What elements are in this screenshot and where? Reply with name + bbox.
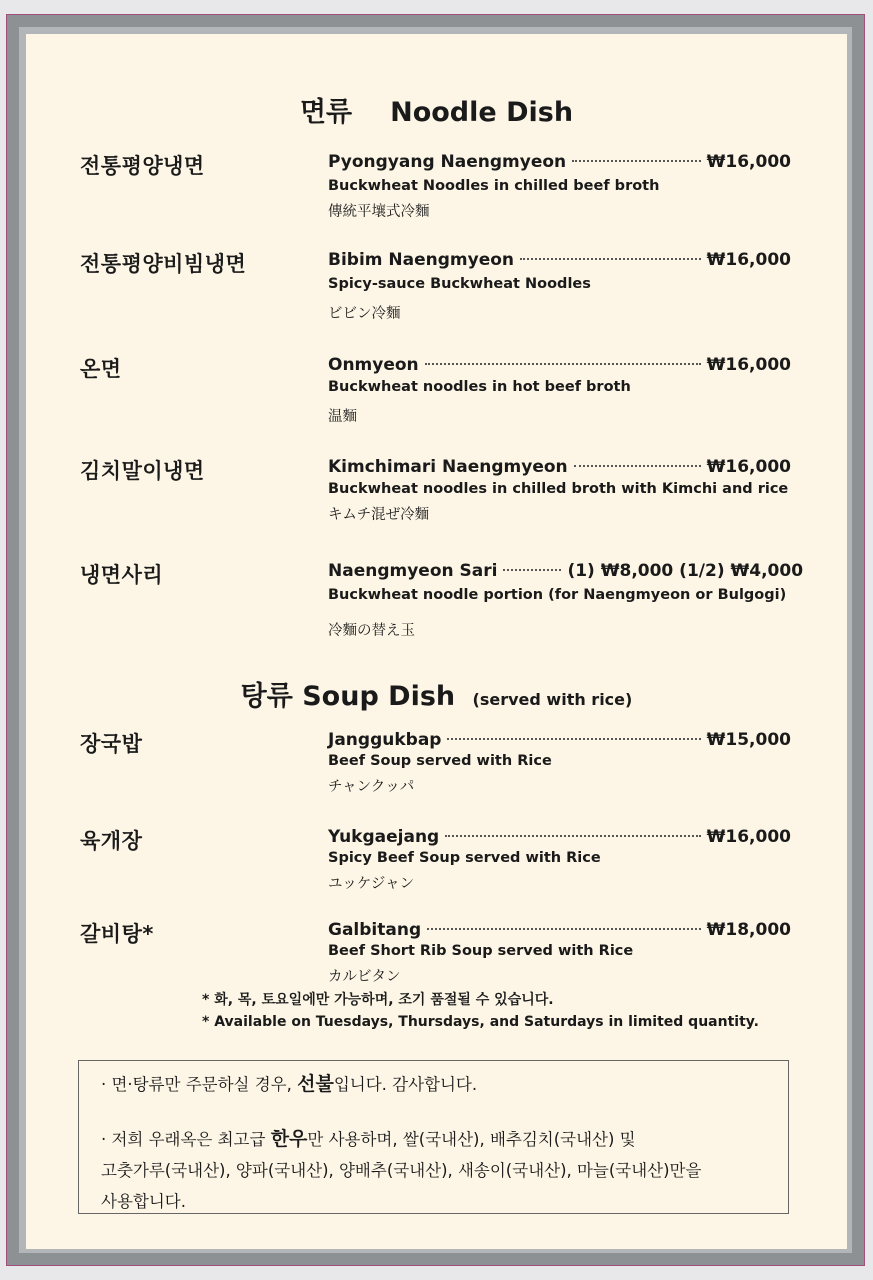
noodle-title-en: Noodle Dish: [390, 97, 574, 128]
footnote-en: * Available on Tuesdays, Thursdays, and Saturdays in limited quantity.: [202, 1014, 759, 1030]
item-name-ko: 전통평양비빔냉면: [80, 252, 247, 276]
notice-box: [78, 1060, 789, 1214]
footnotes: [202, 989, 759, 1033]
noodle-title-ko: 면류: [299, 97, 353, 128]
footnote-ko: * 화, 목, 토요일에만 가능하며, 조기 품절될 수 있습니다.: [202, 992, 554, 1008]
soup-section-title: [26, 674, 847, 713]
dot-leader: [574, 465, 701, 467]
item-price: ₩18,000: [706, 920, 791, 940]
dot-leader: [425, 363, 701, 365]
item-price: ₩16,000: [706, 152, 791, 172]
item-name-price-line: [328, 920, 791, 940]
notice-prepay-emphasis: 선불: [297, 1073, 334, 1095]
dot-leader: [445, 835, 700, 837]
soup-title-note: (served with rice): [472, 690, 633, 709]
notice-origin-line4: 사용합니다.: [101, 1192, 186, 1211]
item-name-ko: 김치말이냉면: [80, 459, 205, 483]
item-name-en: Naengmyeon Sari: [328, 561, 498, 581]
item-name-en: Onmyeon: [328, 355, 419, 375]
item-price: ₩16,000: [706, 827, 791, 847]
item-name-en: Janggukbap: [328, 730, 442, 750]
item-name-ko: 갈비탕*: [80, 922, 154, 946]
item-price: ₩16,000: [706, 250, 791, 270]
item-name-jp: ユッケジャン: [328, 876, 415, 892]
notice-origin: · 저희 우래옥은 최고급 한우만 사용하며, 쌀(국내산), 배추김치(국내산) 및: [101, 1128, 636, 1150]
item-name-price-line: [328, 152, 791, 172]
item-desc-en: Beef Soup served with Rice: [328, 753, 552, 769]
item-name-price-line: [328, 355, 791, 375]
item-name-ko: 육개장: [80, 829, 143, 853]
item-desc-en: Buckwheat Noodles in chilled beef broth: [328, 178, 660, 194]
item-desc-en: Beef Short Rib Soup served with Rice: [328, 943, 634, 959]
item-desc-en: Buckwheat noodles in chilled broth with Kimchi and rice: [328, 481, 789, 497]
soup-title-ko: 탕류: [240, 681, 293, 712]
item-name-ko: 온면: [80, 357, 122, 381]
item-name-en: Pyongyang Naengmyeon: [328, 152, 567, 172]
item-name-jp: 傳統平壤式冷麵: [328, 204, 430, 220]
item-name-price-line: [328, 730, 791, 750]
item-name-ko: 냉면사리: [80, 563, 164, 587]
dot-leader: [427, 928, 701, 930]
menu-page: [26, 34, 847, 1249]
item-name-price-line: [328, 250, 791, 270]
item-name-price-line: [328, 561, 804, 581]
item-name-price-line: [328, 827, 791, 847]
notice-origin-line3: 고춧가루(국내산), 양파(국내산), 양배추(국내산), 새송이(국내산), 마늘(국내산)만을: [101, 1161, 702, 1180]
item-price: ₩16,000: [706, 457, 791, 477]
item-price: ₩15,000: [706, 730, 791, 750]
dot-leader: [520, 258, 701, 260]
item-price: (1) ₩8,000 (1/2) ₩4,000: [567, 561, 804, 581]
item-name-jp: カルビタン: [328, 969, 401, 985]
item-name-en: Yukgaejang: [328, 827, 440, 847]
item-name-jp: ビビン冷麵: [328, 306, 401, 322]
item-name-jp: 温麵: [328, 409, 357, 425]
item-price: ₩16,000: [706, 355, 791, 375]
item-desc-en: Buckwheat noodle portion (for Naengmyeon or Bulgogi): [328, 587, 787, 603]
dot-leader: [572, 160, 700, 162]
item-name-price-line: [328, 457, 791, 477]
item-name-jp: キムチ混ぜ冷麵: [328, 507, 430, 523]
item-desc-en: Spicy-sauce Buckwheat Noodles: [328, 276, 591, 292]
item-desc-en: Spicy Beef Soup served with Rice: [328, 850, 601, 866]
dot-leader: [447, 738, 700, 740]
notice-prepay: · 면·탕류만 주문하실 경우, 선불입니다. 감사합니다.: [101, 1073, 478, 1095]
item-name-ko: 전통평양냉면: [80, 154, 205, 178]
item-desc-en: Buckwheat noodles in hot beef broth: [328, 379, 631, 395]
dot-leader: [503, 569, 561, 571]
item-name-jp: 冷麵の替え玉: [328, 623, 415, 639]
item-name-en: Bibim Naengmyeon: [328, 250, 515, 270]
notice-hanwoo-emphasis: 한우: [270, 1128, 308, 1150]
item-name-en: Galbitang: [328, 920, 422, 940]
soup-title-en: Soup Dish: [302, 681, 456, 712]
item-name-jp: チャンクッパ: [328, 779, 415, 795]
noodle-section-title: [26, 90, 847, 129]
item-name-ko: 장국밥: [80, 732, 143, 756]
item-name-en: Kimchimari Naengmyeon: [328, 457, 568, 477]
